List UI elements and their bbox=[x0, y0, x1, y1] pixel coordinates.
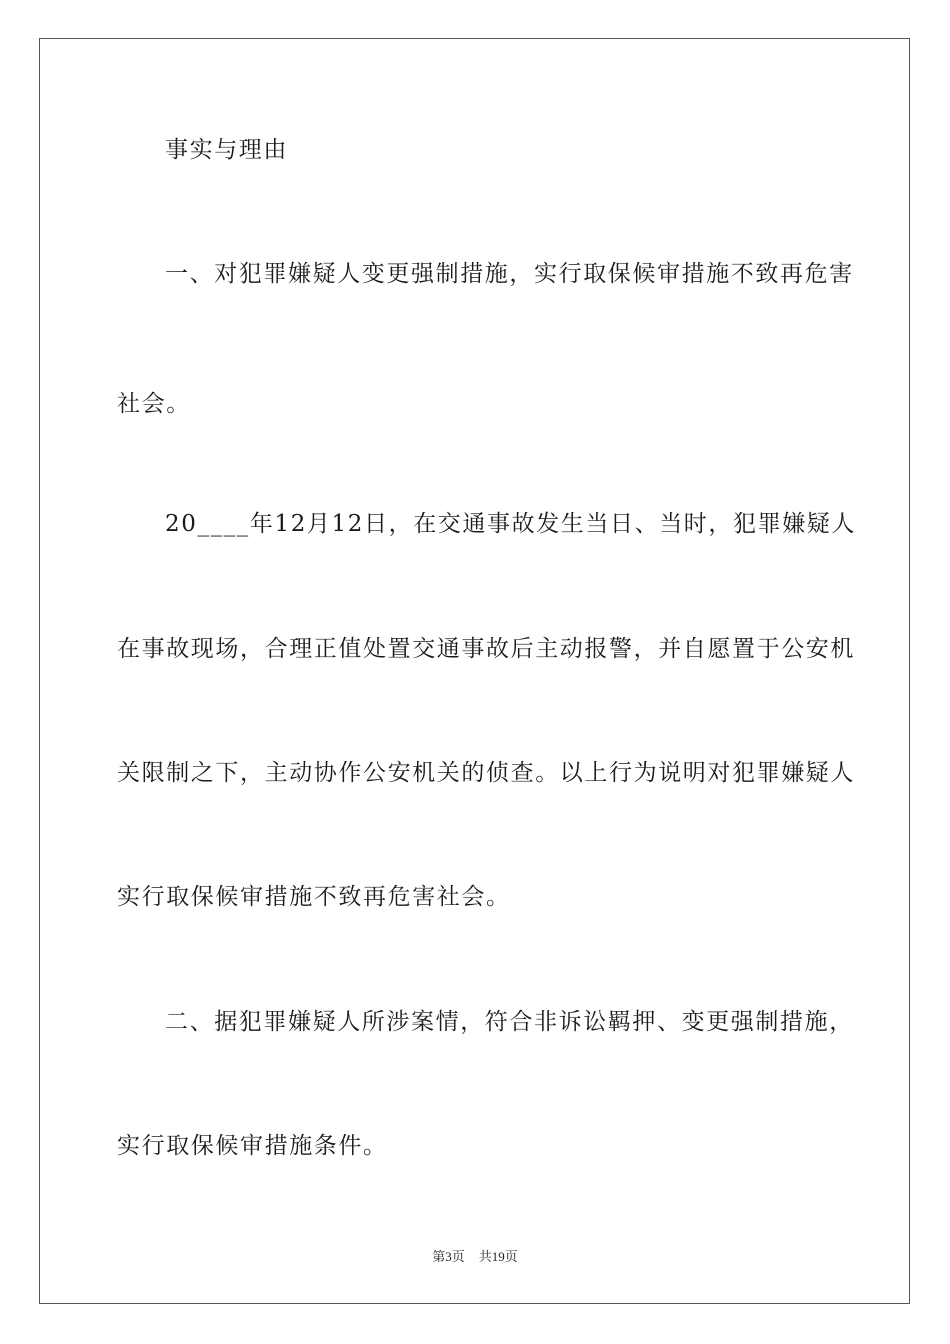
paragraph-line-7: 二、据犯罪嫌疑人所涉案情，符合非诉讼羁押、变更强制措施， bbox=[165, 1009, 854, 1035]
page-total: 共19页 bbox=[478, 1249, 518, 1264]
paragraph-line-2: 社会。 bbox=[117, 391, 191, 417]
paragraph-line-8: 实行取保候审措施条件。 bbox=[117, 1133, 388, 1159]
paragraph-line-1: 一、对犯罪嫌疑人变更强制措施，实行取保候审措施不致再危害 bbox=[165, 261, 854, 287]
page-footer bbox=[0, 1248, 950, 1266]
section-heading: 事实与理由 bbox=[165, 137, 288, 163]
paragraph-line-6: 实行取保候审措施不致再危害社会。 bbox=[117, 884, 511, 910]
paragraph-line-3: 20____年12月12日，在交通事故发生当日、当时，犯罪嫌疑人 bbox=[165, 511, 856, 537]
page-number: 第3页 bbox=[432, 1249, 465, 1264]
paragraph-line-4: 在事故现场，合理正值处置交通事故后主动报警，并自愿置于公安机 bbox=[117, 636, 855, 662]
paragraph-line-5: 关限制之下，主动协作公安机关的侦查。以上行为说明对犯罪嫌疑人 bbox=[117, 760, 855, 786]
page-frame bbox=[39, 38, 910, 1304]
